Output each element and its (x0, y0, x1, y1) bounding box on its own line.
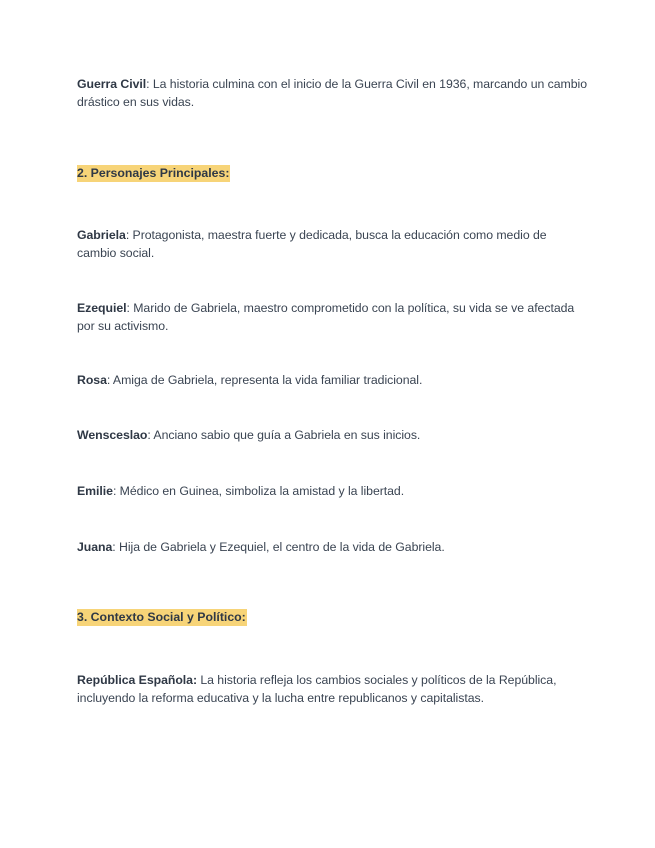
section-heading-contexto: 3. Contexto Social y Político: (77, 610, 246, 624)
paragraph-text: : Amiga de Gabriela, representa la vida familiar tradicional. (106, 373, 423, 387)
section-heading-personajes: 2. Personajes Principales: (77, 166, 230, 180)
character-rosa (77, 372, 587, 390)
paragraph-text: : Hija de Gabriela y Ezequiel, el centro de la vida de Gabriela. (112, 540, 445, 554)
character-juana (77, 539, 587, 557)
term-label: Guerra Civil (77, 77, 147, 91)
term-label: Emilie (77, 484, 113, 498)
term-label: República Española: (77, 673, 197, 687)
character-emilie (77, 483, 587, 501)
paragraph-guerra-civil (77, 76, 587, 111)
term-label: Juana (77, 540, 113, 554)
character-gabriela (77, 227, 587, 262)
term-label: Rosa (77, 373, 107, 387)
paragraph-text: : La historia culmina con el inicio de la Guerra Civil en 1936, marcando un cambio drástico en sus vidas. (77, 77, 587, 109)
character-wensceslao (77, 427, 587, 445)
paragraph-text: : Anciano sabio que guía a Gabriela en sus inicios. (147, 428, 421, 442)
term-label: Wensceslao (77, 428, 148, 442)
paragraph-text: La historia refleja los cambios sociales y políticos de la República, incluyendo la reforma educativa y la lucha entre republicanos y capitalistas. (77, 673, 557, 705)
term-label: Ezequiel (77, 301, 127, 315)
paragraph-text: : Protagonista, maestra fuerte y dedicada, busca la educación como medio de cambio social. (77, 228, 547, 260)
character-ezequiel (77, 300, 587, 335)
paragraph-republica (77, 672, 587, 707)
term-label: Gabriela (77, 228, 126, 242)
paragraph-text: : Médico en Guinea, simboliza la amistad y la libertad. (112, 484, 405, 498)
paragraph-text: : Marido de Gabriela, maestro comprometido con la política, su vida se ve afectada por su activismo. (77, 301, 575, 333)
